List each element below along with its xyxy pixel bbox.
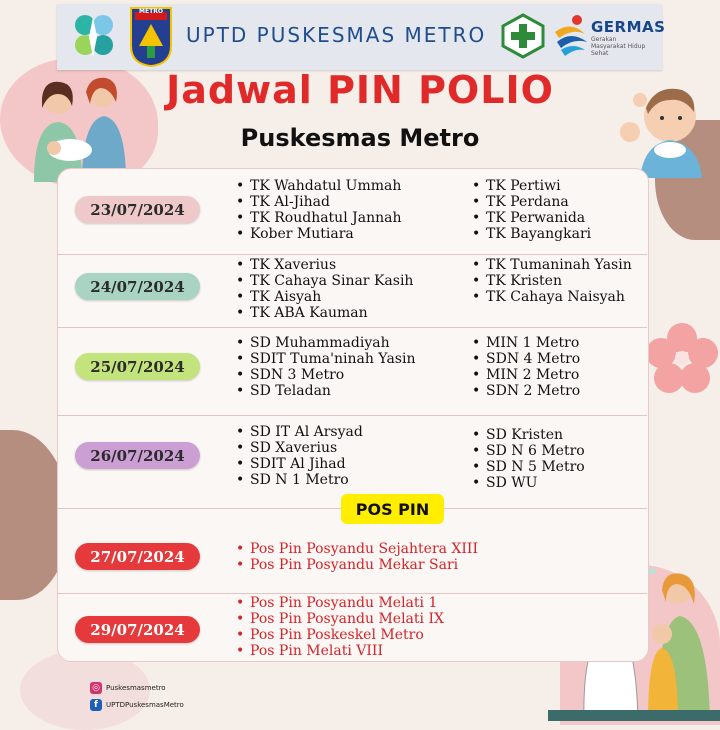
list-item: • TK Xaverius — [236, 257, 413, 273]
school-list-left — [236, 424, 363, 488]
list-item: • SD Muhammadiyah — [236, 335, 415, 351]
list-item: • TK Perdana — [472, 194, 591, 210]
school-list-left — [236, 257, 413, 321]
list-item: • SD N 6 Metro — [472, 443, 585, 459]
school-list-right — [472, 178, 591, 242]
list-item: • TK Tumaninah Yasin — [472, 257, 632, 273]
list-item: • TK Bayangkari — [472, 226, 591, 242]
germas-text-block — [591, 18, 665, 57]
list-item: • TK Cahaya Sinar Kasih — [236, 273, 413, 289]
list-item: • Pos Pin Posyandu Melati 1 — [236, 595, 444, 611]
header-title: UPTD PUSKESMAS METRO — [186, 23, 487, 47]
list-item: • SDN 4 Metro — [472, 351, 580, 367]
metro-city-crest-icon — [129, 6, 173, 68]
list-item: • SD IT Al Arsyad — [236, 424, 363, 440]
pos-pin-list — [236, 595, 444, 659]
row-divider — [57, 327, 647, 328]
list-item: • SDIT Al Jihad — [236, 456, 363, 472]
list-item: • TK Perwanida — [472, 210, 591, 226]
instagram-icon: ◎ — [90, 682, 102, 694]
list-item: • SD WU — [472, 475, 585, 491]
school-list-right — [472, 427, 585, 491]
germas-title: GERMAS — [591, 18, 666, 36]
school-list-left — [236, 178, 401, 242]
list-item: • Kober Mutiara — [236, 226, 401, 242]
pos-pin-list — [236, 541, 478, 573]
row-divider — [57, 593, 647, 594]
list-item: • SDN 3 Metro — [236, 367, 415, 383]
facebook-icon: f — [90, 699, 102, 711]
facebook-handle[interactable] — [90, 699, 184, 711]
header-bar — [57, 4, 666, 70]
list-item: • SD Xaverius — [236, 440, 363, 456]
list-item: • TK Pertiwi — [472, 178, 591, 194]
flower-decoration — [645, 322, 720, 394]
list-item: • TK Roudhatul Jannah — [236, 210, 401, 226]
row-divider — [57, 415, 647, 416]
list-item: • SD Kristen — [472, 427, 585, 443]
pos-pin-badge: POS PIN — [341, 494, 444, 524]
list-item: • Pos Pin Melati VIII — [236, 643, 444, 659]
date-pill-23-07: 23/07/2024 — [75, 196, 200, 223]
list-item: • SD Teladan — [236, 383, 415, 399]
date-pill-27-07: 27/07/2024 — [75, 543, 200, 570]
instagram-handle-text: Puskesmasmetro — [106, 684, 166, 692]
list-item: • TK Kristen — [472, 273, 632, 289]
city-badge-text: METRO — [139, 8, 163, 15]
kemenkes-logo-icon — [67, 11, 119, 63]
list-item: • TK Al-Jihad — [236, 194, 401, 210]
facebook-handle-text: UPTDPuskesmasMetro — [106, 701, 184, 709]
list-item: • MIN 2 Metro — [472, 367, 580, 383]
germas-logo-icon — [551, 12, 591, 58]
instagram-handle[interactable] — [90, 682, 166, 694]
list-item: • TK Wahdatul Ummah — [236, 178, 401, 194]
date-pill-24-07: 24/07/2024 — [75, 273, 200, 300]
list-item: • Pos Pin Posyandu Sejahtera XIII — [236, 541, 478, 557]
list-item: • Pos Pin Poskeskel Metro — [236, 627, 444, 643]
page-subtitle: Puskesmas Metro — [240, 124, 480, 152]
date-pill-29-07: 29/07/2024 — [75, 616, 200, 643]
list-item: • TK ABA Kauman — [236, 305, 413, 321]
date-pill-26-07: 26/07/2024 — [75, 442, 200, 469]
row-divider — [57, 254, 647, 255]
list-item: • TK Aisyah — [236, 289, 413, 305]
list-item: • Pos Pin Posyandu Melati IX — [236, 611, 444, 627]
school-list-right — [472, 257, 632, 305]
school-list-left — [236, 335, 415, 399]
list-item: • SDIT Tuma'ninah Yasin — [236, 351, 415, 367]
germas-subtitle: Gerakan Masyarakat Hidup Sehat — [591, 36, 646, 57]
list-item: • SDN 2 Metro — [472, 383, 580, 399]
list-item: • MIN 1 Metro — [472, 335, 580, 351]
list-item: • SD N 5 Metro — [472, 459, 585, 475]
page-title: Jadwal PIN POLIO — [166, 68, 554, 112]
school-list-right — [472, 335, 580, 399]
puskesmas-logo-icon — [500, 13, 546, 59]
list-item: • Pos Pin Posyandu Mekar Sari — [236, 557, 478, 573]
date-pill-25-07: 25/07/2024 — [75, 353, 200, 380]
list-item: • SD N 1 Metro — [236, 472, 363, 488]
list-item: • TK Cahaya Naisyah — [472, 289, 632, 305]
